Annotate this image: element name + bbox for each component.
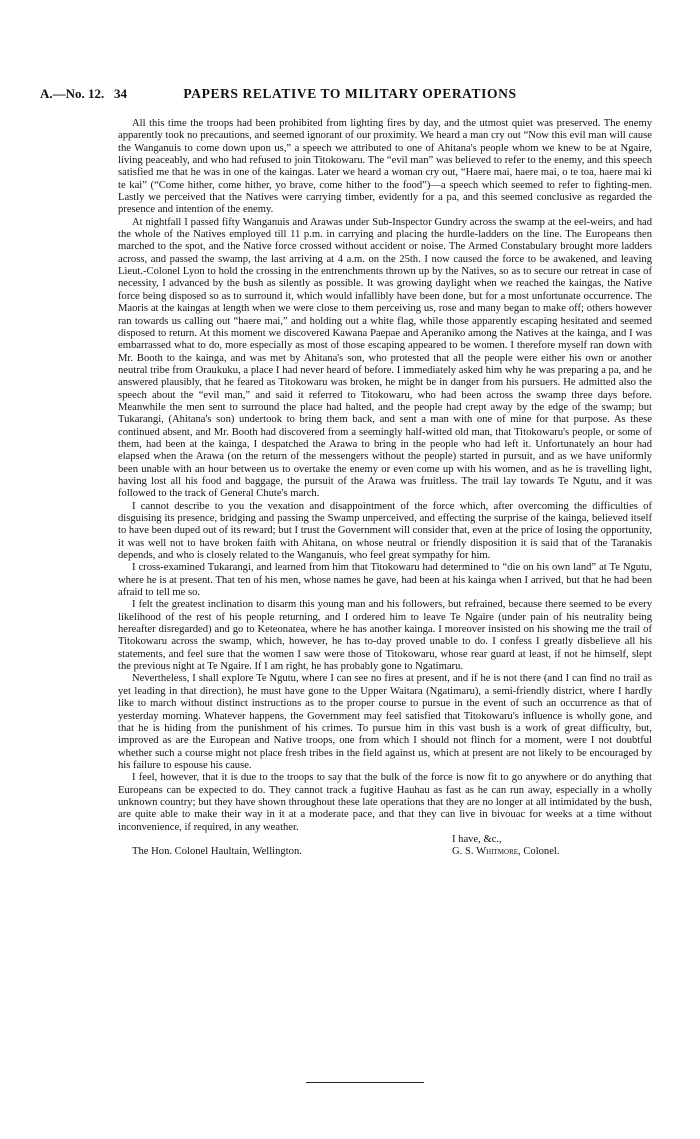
paragraph: I cross-examined Tukarangi, and learned from him that Titokowaru had determined to “die on his own land” at Te Ngutu, where he is at present. That ten of his men, whose names he gave, had been at his kainga when I arrived, but that he had been afraid to tell me so.	[118, 562, 652, 599]
paragraph: I cannot describe to you the vexation and disappointment of the force which, after overcoming the difficulties of disguising its presence, bridging and passing the Swamp unperceived, and effecting the surprise of the kainga, believed itself to have been duped out of its reward; but I trust the Government will consider that, even at the price of losing the opportunity, it was well not to have broken faith with Ahitana, on whose neutral or friendly disposition it is said that of the Taranakis depends, and who is closely related to the Wanganuis, who feel great sympathy for him.	[118, 500, 652, 562]
paragraph: I felt the greatest inclination to disarm this young man and his followers, but refrained, because there seemed to be every likelihood of the rest of his people returning, and I ordered him to leave Te Ngaire (under pain of his neutrality being hereafter disregarded) and go to Keteonatea, where he has another kainga. I moreover insisted on his showing me the trail of Titokowaru across the swamp, which, however, he has to-day proved unable to do. I confess I greatly disbelieve all his statements, and feel sure that the women I saw were those of Titokowaru, whose rear guard at least, if not he himself, slept the previous night at Te Ngaire. If I am right, he has probably gone to Ngatimaru.	[118, 599, 652, 673]
addressee: The Hon. Colonel Haultain, Wellington.	[132, 846, 302, 858]
closing-phrase: I have, &c.,	[452, 833, 502, 845]
document-body	[118, 118, 652, 859]
closing-line	[118, 834, 652, 847]
signature-prefix: G. S.	[452, 846, 477, 858]
paragraph: At nightfall I passed fifty Wanganuis and Arawas under Sub-Inspector Gundry across the swamp at the eel-weirs, and had the whole of the Natives employed till 11 p.m. in carrying and placing the hurdle-ladders on the line. The Europeans then marched to the spot, and the Native force crossed without accident or noise. The Armed Constabulary brought more ladders across, and passed the swamp, the last arriving at 4 a.m. on the 25th. I now caused the force to be awakened, and leaving Lieut.-Colonel Lyon to hold the crossing in the entrenchments thrown up by the Natives, so as to secure our retreat in case of necessity, I advanced by the bush as silently as possible. It was growing daylight when we reached the kaingas, the Native force being disposed so as to surround it, which would infallibly have been done, but for a most unfortunate occurrence. The Maoris at the kaingas at length when we were close to them perceiving us, rose and many began to make off; others however ran towards us calling out “haere mai,” and holding out a white flag, while those apparently escaping hesitated and seemed disposed to return. At this moment we discovered Kawana Paepae and Aperaniko among the Natives at the kainga, and I was embarrassed what to do, more especially as most of those escaping appeared to be women. I therefore myself ran down with Mr. Booth to the kainga, and was met by Ahitana's son, who protested that all the people were either his own or another neutral tribe from Oraukuku, a place I had never heard of before. I immediately asked him why he was preparing a pa, and he answered plausibly, that he feared as Titokowaru was broken, he might be in danger from his pursuers. He admitted also the speech about the “evil man,” and said it referred to Titokowaru, who had been across the swamp three days before. Meanwhile the men sent to surround the place had halted, and the people had crept away by the edge of the swamp; but Tukarangi, (Ahitana's son) undertook to bring them back, and sent a man with one of mine for that purpose. As these continued absent, and Mr. Booth had discovered from a seemingly half-witted old man, that Titokowaru's people, or some of them, had been at the kainga, I despatched the Arawa to bring in the people who had left it. Unfortunately an hour had elapsed when the Arawa (on the return of the messengers without the people) started in pursuit, and as we have uniformly been unable with an hour between us to overtake the enemy or even come up with his women, and as he is travelling light, having lost all his food and baggage, the pursuit of the Arawa was fruitless. The trail lay towards Te Ngutu, and it was followed to the track of General Chute's march.	[118, 216, 652, 500]
signature-line	[118, 846, 652, 859]
end-rule	[306, 1082, 424, 1083]
signature-name: Whitmore	[476, 846, 519, 858]
paragraph: Nevertheless, I shall explore Te Ngutu, where I can see no fires at present, and if he is not there (and I can find no trail as yet leading in that direction), he must have gone to the Upper Waitara (Ngatimaru), a semi-friendly district, where I hardly like to march without distinct instructions as to the proper course to pursue in the event of such an occurrence as that of yesterday morning. Whatever happens, the Government may feel satisfied that Titokowaru's influence is wholly gone, and that he is hiding from the punishment of his crimes. To pursue him in this vast bush is a work of great difficulty, but, improved as are the European and Native troops, one from which I should not flinch for a moment, were I not doubtful whether such a course might not place fresh tribes in the field against us, which at present are not likely to be encouraged by his failure to espouse his cause.	[118, 673, 652, 771]
page-number: 34	[114, 86, 127, 101]
page-header	[40, 86, 660, 102]
signature	[452, 846, 560, 858]
running-title: PAPERS RELATIVE TO MILITARY OPERATIONS	[183, 86, 517, 101]
signature-suffix: , Colonel.	[518, 846, 560, 858]
paragraph: All this time the troops had been prohibited from lighting fires by day, and the utmost quiet was preserved. The enemy apparently took no precautions, and seemed ignorant of our proximity. We heard a man cry out “Now this evil man will cause the Wanganuis to come down upon us,” a speech we attributed to one of Ahitana's people whom we knew to be at Ngaire, living peaceably, and who had refused to join Titokowaru. The “evil man” was believed to refer to the enemy, and this speech satisfied me that he was in one of the kaingas. Later we heard a woman cry out, “Haere mai, haere mai, o te toa, haere mai ki te kai” (“Come hither, come hither, yo brave, come hither to the food”)—a speech which seemed to refer to fighting-men. Lastly we perceived that the Natives were carrying timber, evidently for a pa, and this seemed conclusive as regarded the presence and intention of the enemy.	[118, 118, 652, 216]
paper-reference: A.—No. 12.	[40, 86, 105, 101]
paragraph: I feel, however, that it is due to the troops to say that the bulk of the force is now fit to go anywhere or do anything that Europeans can be expected to do. They cannot track a fugitive Hauhau as fast as he can run away, especially in a wholly unknown country; but they have shown throughout these late operations that they are no longer at all intimidated by the bush, are quite able to make their way in it at a moderate pace, and that they can live in bivouac for weeks at a time without inconvenience, if required, in any weather.	[118, 772, 652, 833]
